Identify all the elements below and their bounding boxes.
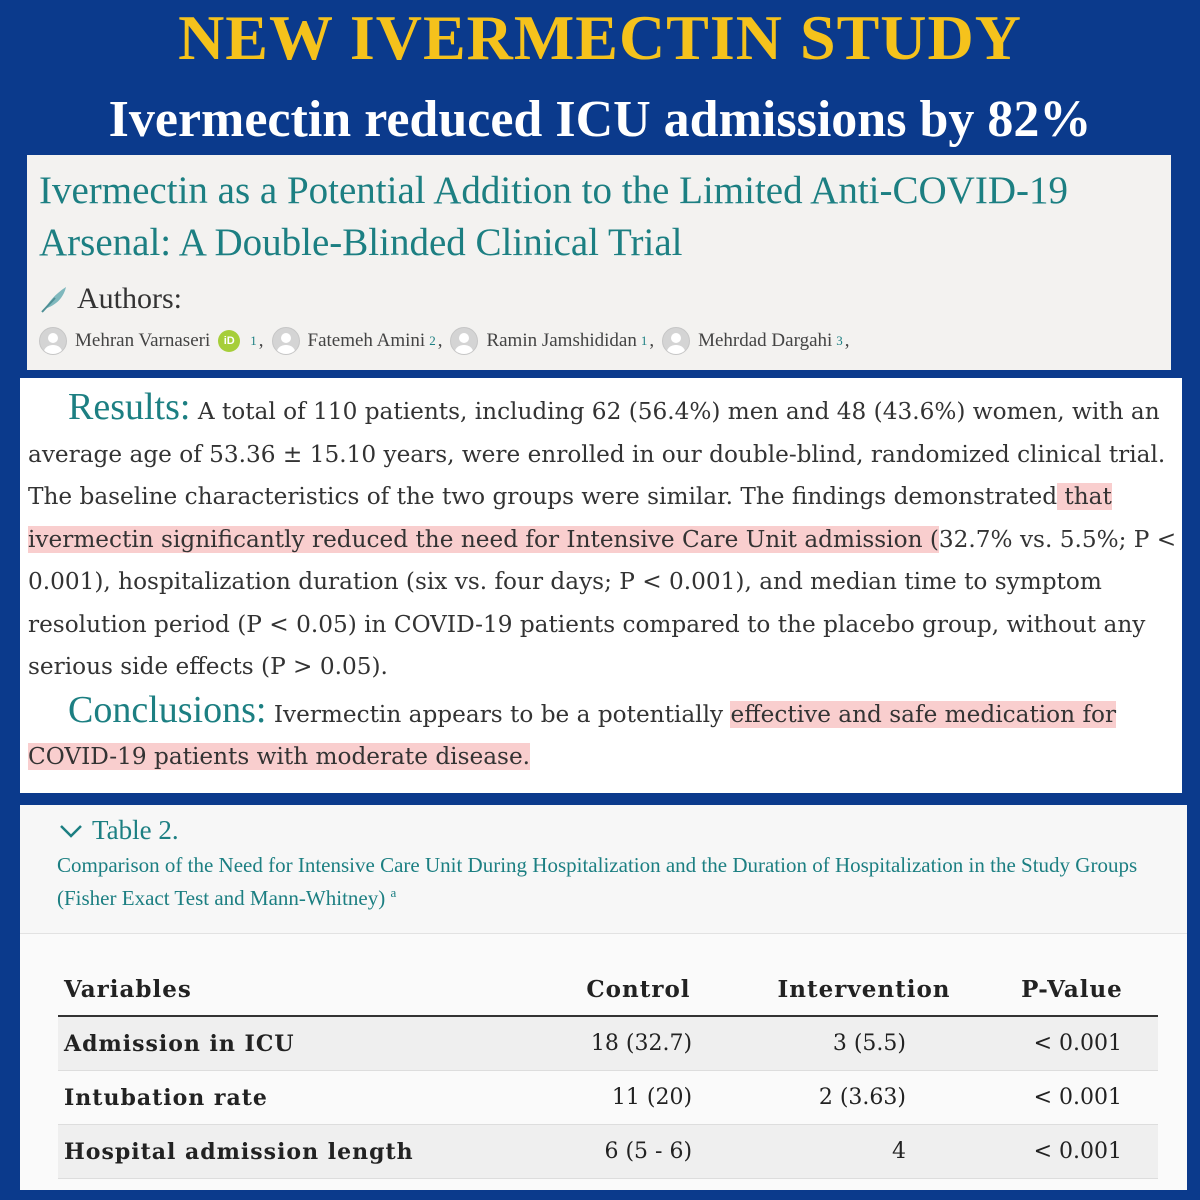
affiliation-number[interactable]: 1 xyxy=(250,333,257,348)
banner-subheadline: Ivermectin reduced ICU admissions by 82% xyxy=(108,91,1092,148)
table-label: Table 2. xyxy=(92,815,179,845)
table-card xyxy=(20,805,1187,1190)
author-name[interactable]: Fatemeh Amini xyxy=(307,330,426,351)
author-item[interactable] xyxy=(39,327,257,355)
results-paragraph xyxy=(28,386,1178,689)
abstract-card xyxy=(20,378,1182,793)
avatar-icon xyxy=(39,327,67,355)
table-header-panel xyxy=(20,805,1187,934)
cell-p-value: < 0.001 xyxy=(986,1016,1158,1071)
abstract-text xyxy=(28,386,1178,779)
results-label: Results: xyxy=(68,386,191,428)
author-name[interactable]: Ramin Jamshididan xyxy=(486,330,637,351)
feather-pen-icon xyxy=(39,284,69,314)
author-item[interactable] xyxy=(272,327,436,355)
avatar-icon xyxy=(272,327,300,355)
avatar-icon xyxy=(662,327,690,355)
table-row xyxy=(58,1125,1158,1179)
column-header-variables: Variables xyxy=(58,963,535,1016)
paper-title[interactable]: Ivermectin as a Potential Addition to the Limited Anti-COVID-19 Arsenal: A Double-Blinded Clinical Trial xyxy=(39,169,1068,264)
results-table xyxy=(58,963,1158,1179)
table-caption-note: a xyxy=(390,885,397,900)
cell-variable: Admission in ICU xyxy=(58,1016,535,1071)
separator: , xyxy=(844,330,850,351)
table-caption-text: Comparison of the Need for Intensive Care Unit During Hospitalization and the Duration of Hospitalization in the Study Groups (Fisher Exact Test and Mann-Whitney) xyxy=(57,853,1138,910)
table-row xyxy=(58,1071,1158,1125)
conclusions-label: Conclusions: xyxy=(68,688,267,731)
cell-intervention: 2 (3.63) xyxy=(742,1071,986,1125)
cell-control: 11 (20) xyxy=(535,1071,742,1125)
cell-intervention: 4 xyxy=(742,1125,986,1179)
orcid-icon[interactable]: iD xyxy=(218,330,240,352)
table-toggle[interactable] xyxy=(58,815,179,846)
avatar-icon xyxy=(450,327,478,355)
results-text-1: A total of 110 patients, including 62 (56.4%) men and 48 (43.6%) women, with an average age of 53.36 ± 15.10 years, were enrolled in our double-blind, randomized clinical trial. The baseline characteristics of the two groups were similar. The findings demonstrated xyxy=(28,398,1166,510)
banner-headline: NEW IVERMECTIN STUDY xyxy=(178,2,1022,73)
authors-heading xyxy=(39,282,182,316)
column-header-p-value: P-Value xyxy=(986,963,1158,1016)
author-name[interactable]: Mehran Varnaseri xyxy=(75,330,211,351)
table-row xyxy=(58,1016,1158,1071)
separator: , xyxy=(258,330,264,351)
cell-control: 6 (5 - 6) xyxy=(535,1125,742,1179)
conclusions-text: Ivermectin appears to be a potentially xyxy=(266,700,731,728)
cell-p-value: < 0.001 xyxy=(986,1125,1158,1179)
authors-label: Authors: xyxy=(77,282,182,315)
separator: , xyxy=(437,330,443,351)
table-caption xyxy=(57,851,1157,912)
column-header-intervention: Intervention xyxy=(742,963,986,1016)
affiliation-number[interactable]: 3 xyxy=(836,333,843,348)
cell-p-value: < 0.001 xyxy=(986,1071,1158,1125)
affiliation-number[interactable]: 1 xyxy=(640,333,648,348)
cell-intervention: 3 (5.5) xyxy=(742,1016,986,1071)
author-item[interactable] xyxy=(662,327,843,355)
author-name[interactable]: Mehrdad Dargahi xyxy=(698,330,833,351)
authors-list xyxy=(39,327,858,355)
affiliation-number[interactable]: 2 xyxy=(429,333,436,348)
table-header-row xyxy=(58,963,1158,1016)
separator: , xyxy=(649,330,655,351)
conclusions-highlight: effective and safe medication for COVID-19 patients with moderate disease. xyxy=(28,700,1117,770)
author-item[interactable] xyxy=(450,327,647,355)
results-text-2: 32.7% vs. 5.5%; P < 0.001), hospitalization duration (six vs. four days; P < 0.001), and median time to symptom resolution period (P < 0.05) in COVID-19 patients compared to the placebo group, without any serious side effects (P > 0.05). xyxy=(28,525,1177,680)
chevron-down-icon[interactable] xyxy=(58,822,84,840)
results-highlight: that ivermectin significantly reduced the need for Intensive Care Unit admission ( xyxy=(28,483,1112,553)
conclusions-paragraph xyxy=(28,689,1178,779)
cell-variable: Intubation rate xyxy=(58,1071,535,1125)
column-header-control: Control xyxy=(535,963,742,1016)
paper-header-card xyxy=(27,155,1171,370)
cell-control: 18 (32.7) xyxy=(535,1016,742,1071)
cell-variable: Hospital admission length xyxy=(58,1125,535,1179)
